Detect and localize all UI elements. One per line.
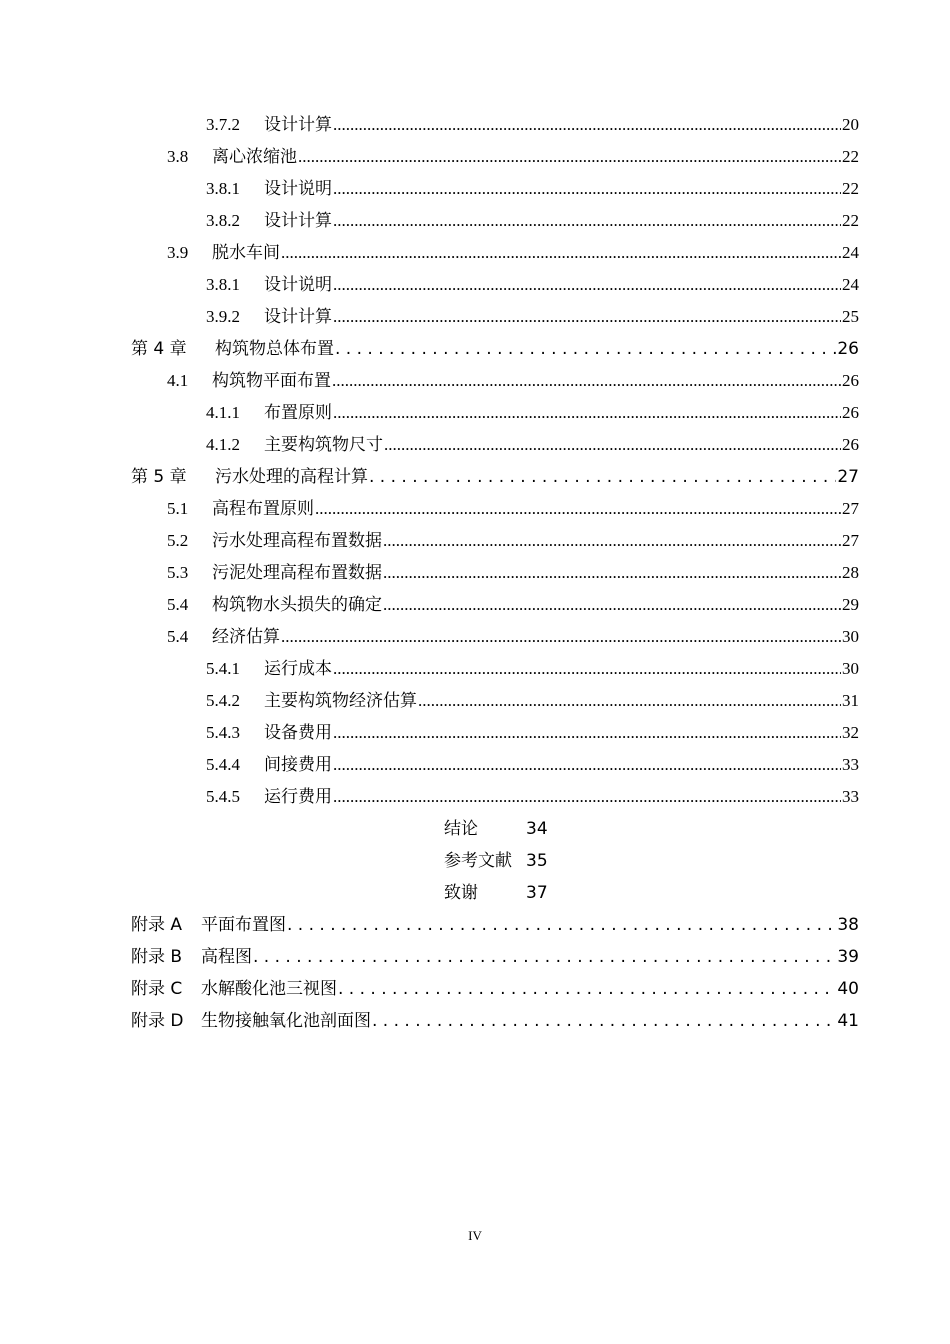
toc-dot-leader	[281, 627, 841, 647]
toc-entry-number: 4.1	[167, 371, 189, 390]
toc-chapter-entry[interactable]	[131, 462, 859, 494]
toc-dot-leader	[333, 787, 841, 807]
toc-entry-title: 高程布置原则	[212, 499, 314, 518]
toc-entry-title: 污水处理的高程计算	[215, 467, 368, 487]
toc-centered-entry[interactable]	[131, 878, 859, 910]
toc-dot-leader	[383, 531, 841, 551]
toc-entry-page: 24	[842, 243, 859, 262]
toc-dot-leader	[287, 915, 836, 935]
toc-entry-page: 30	[842, 627, 859, 646]
toc-section-entry[interactable]	[131, 398, 859, 430]
toc-entry-page: 26	[837, 339, 859, 359]
toc-entry-number: 5.4.2	[206, 691, 240, 710]
toc-entry-title: 运行成本	[264, 659, 332, 678]
toc-entry-page: 20	[842, 115, 859, 134]
toc-entry-page: 33	[842, 755, 859, 774]
toc-dot-leader	[333, 755, 841, 775]
toc-section-entry[interactable]	[131, 782, 859, 814]
toc-dot-leader	[335, 339, 836, 359]
toc-entry-title: 结论	[444, 819, 478, 839]
toc-entry-number: 第 5 章	[131, 467, 187, 487]
toc-appendix-entry[interactable]	[131, 942, 859, 974]
toc-entry-title: 参考文献	[444, 851, 512, 871]
toc-entry-page: 27	[837, 467, 859, 487]
toc-entry-number: 3.8	[167, 147, 189, 166]
toc-entry-page: 40	[837, 979, 859, 999]
toc-section-entry[interactable]	[131, 206, 859, 238]
toc-entry-title: 设计计算	[264, 307, 332, 326]
toc-entry-page: 27	[842, 531, 859, 550]
toc-entry-number: 5.1	[167, 499, 189, 518]
toc-section-entry[interactable]	[131, 654, 859, 686]
toc-entry-title: 主要构筑物经济估算	[264, 691, 417, 710]
toc-dot-leader	[333, 275, 841, 295]
toc-dot-leader	[315, 499, 841, 519]
toc-entry-page: 38	[837, 915, 859, 935]
toc-entry-page: 22	[842, 179, 859, 198]
toc-entry-number: 3.9	[167, 243, 189, 262]
toc-entry-title: 生物接触氧化池剖面图	[201, 1011, 371, 1031]
toc-entry-title: 致谢	[444, 883, 478, 903]
toc-entry-title: 布置原则	[264, 403, 332, 422]
toc-entry-number: 3.7.2	[206, 115, 240, 134]
toc-dot-leader	[383, 563, 841, 583]
toc-entry-page: 29	[842, 595, 859, 614]
toc-section-entry[interactable]	[131, 526, 859, 558]
toc-dot-leader	[418, 691, 841, 711]
toc-dot-leader	[333, 179, 841, 199]
toc-entry-title: 设计计算	[264, 211, 332, 230]
toc-entry-page: 25	[842, 307, 859, 326]
toc-dot-leader	[333, 211, 841, 231]
toc-section-entry[interactable]	[131, 590, 859, 622]
toc-dot-leader	[332, 371, 841, 391]
toc-entry-title: 构筑物平面布置	[212, 371, 331, 390]
toc-entry-number: 3.8.1	[206, 179, 240, 198]
toc-entry-page: 34	[526, 819, 548, 839]
toc-dot-leader	[333, 403, 841, 423]
toc-entry-number: 附录 A	[131, 915, 183, 935]
toc-entry-title: 构筑物水头损失的确定	[212, 595, 382, 614]
toc-centered-entry[interactable]	[131, 846, 859, 878]
toc-section-entry[interactable]	[131, 558, 859, 590]
toc-entry-page: 30	[842, 659, 859, 678]
toc-entry-title: 污水处理高程布置数据	[212, 531, 382, 550]
toc-entry-title: 离心浓缩池	[212, 147, 297, 166]
toc-entry-number: 5.4	[167, 595, 189, 614]
toc-entry-title: 高程图	[201, 947, 252, 967]
toc-entry-title: 运行费用	[264, 787, 332, 806]
toc-dot-leader	[253, 947, 836, 967]
toc-entry-page: 32	[842, 723, 859, 742]
toc-entry-title: 构筑物总体布置	[215, 339, 334, 359]
table-of-contents	[131, 110, 859, 1038]
toc-entry-title: 脱水车间	[212, 243, 280, 262]
toc-entry-number: 5.3	[167, 563, 189, 582]
toc-section-entry[interactable]	[131, 302, 859, 334]
toc-appendix-entry[interactable]	[131, 974, 859, 1006]
toc-entry-page: 39	[837, 947, 859, 967]
toc-entry-number: 附录 D	[131, 1011, 184, 1031]
toc-entry-page: 37	[526, 883, 548, 903]
toc-section-entry[interactable]	[131, 238, 859, 270]
toc-section-entry[interactable]	[131, 686, 859, 718]
toc-section-entry[interactable]	[131, 366, 859, 398]
toc-section-entry[interactable]	[131, 142, 859, 174]
toc-entry-page: 41	[837, 1011, 859, 1031]
toc-entry-title: 设计计算	[264, 115, 332, 134]
toc-dot-leader	[338, 979, 836, 999]
toc-entry-title: 设备费用	[264, 723, 332, 742]
toc-entry-number: 4.1.2	[206, 435, 240, 454]
toc-dot-leader	[281, 243, 841, 263]
toc-entry-number: 5.4.5	[206, 787, 240, 806]
toc-entry-number: 3.9.2	[206, 307, 240, 326]
toc-entry-number: 5.4.1	[206, 659, 240, 678]
toc-entry-page: 27	[842, 499, 859, 518]
toc-entry-title: 污泥处理高程布置数据	[212, 563, 382, 582]
toc-section-entry[interactable]	[131, 270, 859, 302]
toc-entry-number: 5.2	[167, 531, 189, 550]
toc-dot-leader	[383, 595, 841, 615]
toc-entry-page: 35	[526, 851, 548, 871]
toc-entry-number: 5.4	[167, 627, 189, 646]
toc-entry-title: 设计说明	[264, 179, 332, 198]
toc-entry-number: 4.1.1	[206, 403, 240, 422]
toc-entry-page: 22	[842, 211, 859, 230]
toc-appendix-entry[interactable]	[131, 1006, 859, 1038]
toc-entry-page: 33	[842, 787, 859, 806]
toc-section-entry[interactable]	[131, 110, 859, 142]
toc-section-entry[interactable]	[131, 430, 859, 462]
toc-section-entry[interactable]	[131, 750, 859, 782]
toc-entry-title: 间接费用	[264, 755, 332, 774]
toc-dot-leader	[333, 723, 841, 743]
toc-dot-leader	[369, 467, 836, 487]
toc-entry-number: 3.8.1	[206, 275, 240, 294]
toc-dot-leader	[384, 435, 841, 455]
toc-entry-title: 经济估算	[212, 627, 280, 646]
toc-entry-number: 附录 C	[131, 979, 183, 999]
toc-chapter-entry[interactable]	[131, 334, 859, 366]
toc-dot-leader	[333, 307, 841, 327]
toc-entry-number: 5.4.4	[206, 755, 240, 774]
toc-dot-leader	[298, 147, 841, 167]
toc-entry-title: 主要构筑物尺寸	[264, 435, 383, 454]
toc-entry-page: 26	[842, 371, 859, 390]
toc-entry-title: 水解酸化池三视图	[201, 979, 337, 999]
toc-dot-leader	[372, 1011, 836, 1031]
toc-entry-page: 26	[842, 435, 859, 454]
toc-entry-number: 第 4 章	[131, 339, 187, 359]
toc-centered-entry[interactable]	[131, 814, 859, 846]
toc-entry-page: 26	[842, 403, 859, 422]
toc-entry-number: 3.8.2	[206, 211, 240, 230]
toc-section-entry[interactable]	[131, 718, 859, 750]
toc-section-entry[interactable]	[131, 174, 859, 206]
toc-entry-page: 28	[842, 563, 859, 582]
toc-dot-leader	[333, 659, 841, 679]
page-number-footer: IV	[468, 1228, 482, 1243]
toc-entry-page: 22	[842, 147, 859, 166]
toc-appendix-entry[interactable]	[131, 910, 859, 942]
toc-section-entry[interactable]	[131, 622, 859, 654]
toc-section-entry[interactable]	[131, 494, 859, 526]
toc-entry-number: 附录 B	[131, 947, 183, 967]
toc-entry-page: 31	[842, 691, 859, 710]
toc-entry-title: 平面布置图	[201, 915, 286, 935]
toc-dot-leader	[333, 115, 841, 135]
toc-entry-page: 24	[842, 275, 859, 294]
toc-entry-title: 设计说明	[264, 275, 332, 294]
toc-entry-number: 5.4.3	[206, 723, 240, 742]
